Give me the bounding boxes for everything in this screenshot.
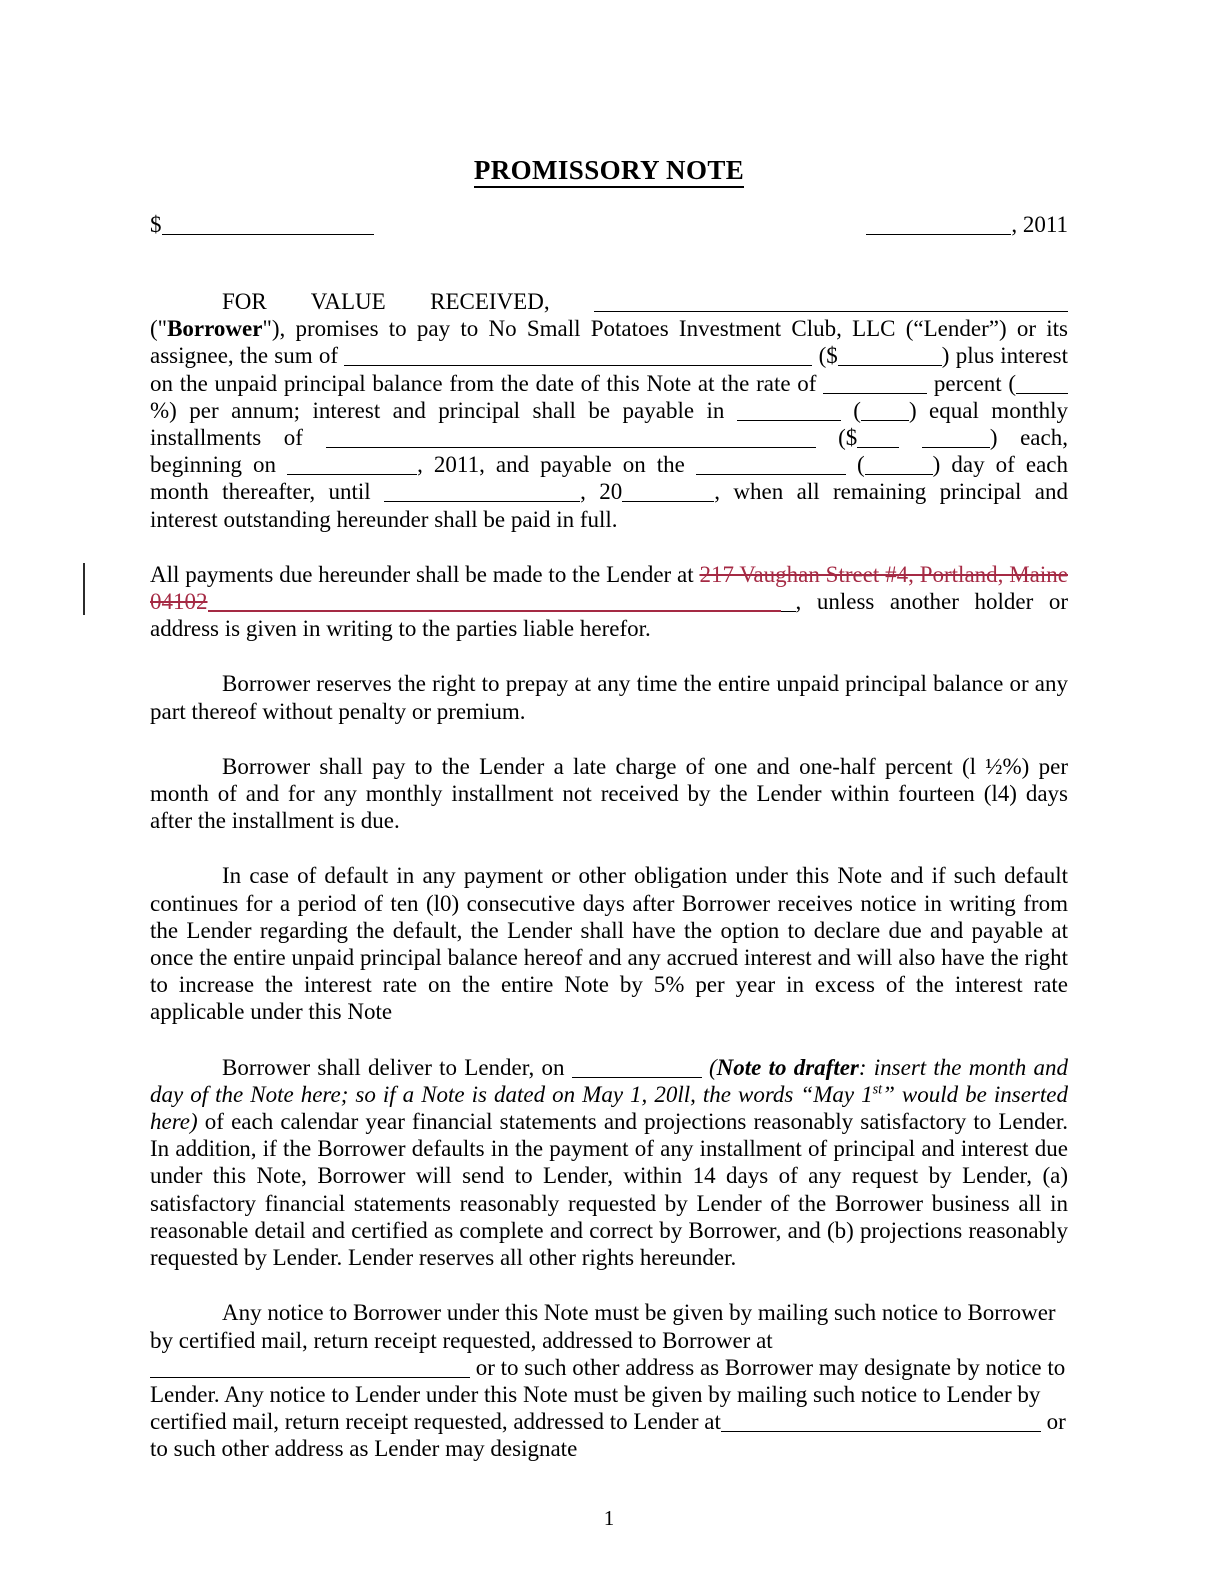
payable-on-the-lead: , 2011, and payable on the <box>417 452 696 478</box>
paragraph-spacer-3 <box>150 725 1068 753</box>
note-to-drafter-body-b: ” would be inserted here) <box>150 1081 1068 1135</box>
ordinal-suffix: st <box>872 1081 883 1098</box>
installment-figures-blank-a[interactable] <box>857 432 899 448</box>
struck-lender-address: 217 Vaughan Street #4, Portland, Maine 04102 <box>150 561 1068 615</box>
paragraph-notices <box>150 1299 1068 1462</box>
percent-lead: percent ( <box>927 370 1016 396</box>
payment-day-words-blank[interactable] <box>696 459 846 475</box>
principal-amount-blank[interactable] <box>162 219 374 235</box>
paragraph-spacer-6 <box>150 1271 1068 1299</box>
beginning-on-lead: ) each, beginning on <box>150 425 1068 478</box>
paragraph-spacer-2 <box>150 642 1068 670</box>
begin-date-blank[interactable] <box>287 459 417 475</box>
installments-figures-blank[interactable] <box>861 405 909 421</box>
principal-amount-field[interactable] <box>150 212 374 238</box>
deliver-to-lender-lead: Borrower shall deliver to Lender, on <box>222 1054 572 1080</box>
sum-dollar-open: ($ <box>812 343 838 369</box>
page-number: 1 <box>603 1506 615 1530</box>
paragraph-late-charge: Borrower shall pay to the Lender a late charge of one and one-half percent (l ½%) per month of and for any monthly installment not received by the Lender within fourteen (l4) days after the installment is due. <box>150 753 1068 834</box>
installment-dollar-open: ($ <box>815 425 858 451</box>
financial-statements-tail: of each calendar year financial statements and projections reasonably satisfactory to Lender. In addition, if the Borrower defaults in the payment of any installment of principal and interest due under this Note, Borrower will send to Lender, within 14 days of any request by Lender, (a) satisfactory financial statements reasonably requested by Lender of the Borrower business all in reasonable detail and certified as complete and correct by Borrower, and (b) projections reasonably requested by Lender. Lender reserves all other rights hereunder. <box>150 1109 1068 1271</box>
document-body <box>150 288 1068 1463</box>
paid-in-full-tail: , when all remaining principal and interest outstanding hereunder shall be paid in full. <box>150 479 1068 532</box>
page-title <box>150 155 1068 186</box>
notices-part2: or to such other address as Borrower may designate by notice to Lender. Any notice to Lender under this Note must be given by mailing such notice to Lender by certified mail, return receipt requested, addressed to Lender at <box>150 1354 1066 1435</box>
notices-part1: Any notice to Borrower under this Note must be given by mailing such notice to Borrower by certified mail, return receipt requested, addressed to Borrower at <box>150 1300 1056 1353</box>
sum-words-blank[interactable] <box>344 350 812 366</box>
day-paren-open: ( <box>845 452 865 478</box>
dollar-sign: $ <box>150 212 162 237</box>
new-address-blank-black[interactable] <box>781 596 796 612</box>
paragraph-prepayment: Borrower reserves the right to prepay at any time the entire unpaid principal balance or any part thereof without penalty or premium. <box>150 671 1068 724</box>
paragraph-spacer-5 <box>150 1026 1068 1054</box>
sum-figures-blank[interactable] <box>838 350 942 366</box>
rate-lead: ) plus interest on the unpaid principal balance from the date of this Note at the rate of <box>150 343 1068 396</box>
interest-rate-figures-blank[interactable] <box>1016 378 1068 394</box>
year-prefix: , 20 <box>580 479 623 505</box>
note-header-row <box>150 212 1068 242</box>
installment-figures-blank-b[interactable] <box>922 432 990 448</box>
note-to-drafter-label: Note to drafter <box>716 1054 859 1080</box>
installment-amount-words-blank[interactable] <box>326 432 816 448</box>
payments-address-tail: , unless another holder or address is given in writing to the parties liable herefor. <box>150 589 1068 642</box>
delivery-date-blank[interactable] <box>572 1062 702 1078</box>
page-sheet <box>150 0 1068 1572</box>
maturity-year-blank-a[interactable] <box>622 486 652 502</box>
paragraph-financial-statements <box>150 1054 1068 1272</box>
installments-paren-open: ( <box>840 397 861 423</box>
lender-notice-address-blank[interactable] <box>721 1416 1041 1432</box>
payment-day-figures-blank[interactable] <box>865 459 933 475</box>
borrower-open-quote: (" <box>150 316 168 342</box>
paragraph-spacer-4 <box>150 834 1068 862</box>
for-value-received-lead: FOR VALUE RECEIVED, <box>222 289 594 314</box>
maturity-year-blank-b[interactable] <box>652 486 714 502</box>
lender-clause: "), promises to pay to No Small Potatoes Investment Club, LLC (“Lender”) or its assignee, the sum of <box>150 316 1068 369</box>
interest-rate-words-blank[interactable] <box>823 378 927 394</box>
note-year-label: , 2011 <box>1011 212 1068 237</box>
note-paren-open: ( <box>701 1054 717 1080</box>
payments-address-lead: All payments due hereunder shall be made to the Lender at <box>150 561 700 587</box>
installments-words-blank[interactable] <box>737 405 841 421</box>
maturity-date-blank[interactable] <box>384 486 580 502</box>
page-title-text: PROMISSORY NOTE <box>474 155 744 188</box>
paragraph-default: In case of default in any payment or other obligation under this Note and if such default continues for a period of ten (l0) consecutive days after Borrower receives notice in writing from the Lender regarding the default, the Lender shall have the option to declare due and payable at once the entire unpaid principal balance hereof and any accrued interest and will also have the right to increase the interest rate on the entire Note by 5% per year in excess of the interest rate applicable under this Note <box>150 863 1068 1025</box>
paragraph-spacer-1 <box>150 533 1068 561</box>
borrower-notice-address-blank[interactable] <box>150 1362 470 1378</box>
revision-change-bar <box>83 563 85 615</box>
notices-part3: or to such other address as Lender may designate <box>150 1409 1066 1462</box>
until-lead: ) day of each month thereafter, until <box>150 452 1068 505</box>
paragraph-payments-address <box>150 561 1068 643</box>
new-address-blank-red[interactable] <box>208 595 781 612</box>
note-to-drafter-body-a: : insert the month and day of the Note here; so if a Note is dated on May 1, 20ll, the words “May 1 <box>150 1054 1069 1107</box>
borrower-defined-term: Borrower <box>167 316 263 342</box>
monthly-installments-lead: ) equal monthly installments of <box>150 397 1068 451</box>
note-date-field[interactable] <box>866 212 1068 238</box>
paragraph-value-received <box>150 288 1068 533</box>
payable-in-lead: %) per annum; interest and principal shall be payable in <box>150 397 737 423</box>
borrower-name-blank[interactable] <box>594 296 1068 312</box>
note-date-blank[interactable] <box>866 219 1011 235</box>
